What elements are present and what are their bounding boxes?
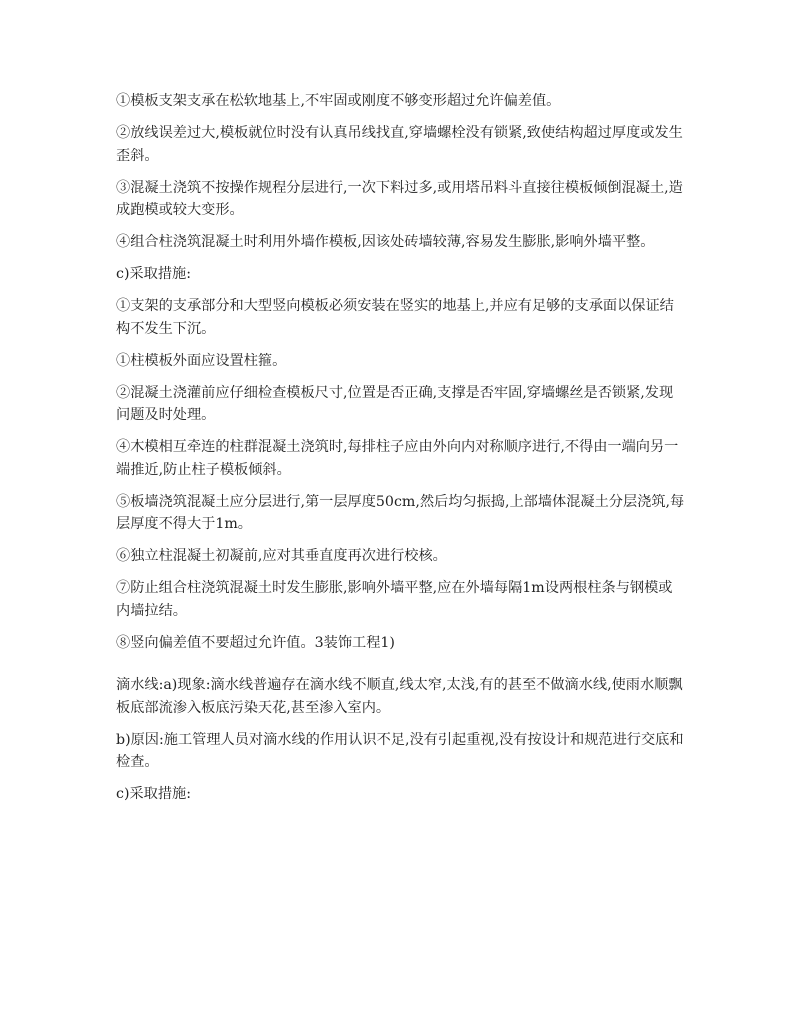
- paragraph-drip-line-cause: b)原因:施工管理人员对滴水线的作用认识不足,没有引起重视,没有按设计和规范进行交底和检查。: [116, 731, 684, 770]
- paragraph-measure-8: ⑧竖向偏差值不要超过允许值。3装饰工程1): [116, 634, 395, 651]
- paragraph-cause-3: ③混凝土浇筑不按操作规程分层进行,一次下料过多,或用塔吊料斗直接往模板倾倒混凝土,造成跑模或较大变形。: [116, 179, 683, 218]
- paragraph-measure-1: ①支架的支承部分和大型竖向模板必须安装在竖实的地基上,并应有足够的支承面以保证结构不发生下沉。: [116, 298, 674, 337]
- paragraph-cause-2: ②放线误差过大,模板就位时没有认真吊线找直,穿墙螺栓没有锁紧,致使结构超过厚度或发生歪斜。: [116, 125, 683, 164]
- paragraph-measure-7: ⑦防止组合柱浇筑混凝土时发生膨胀,影响外墙平整,应在外墙每隔1m设两根柱条与钢模或内墙拉结。: [116, 580, 673, 619]
- paragraph-measure-2: ①柱模板外面应设置柱箍。: [116, 352, 287, 369]
- section-heading-measures: c)采取措施:: [116, 266, 192, 282]
- paragraph-measure-5: ⑤板墙浇筑混凝土应分层进行,第一层厚度50cm,然后均匀振捣,上部墙体混凝土分层浇筑,每层厚度不得大于1m。: [116, 493, 685, 532]
- section-heading-measures-2: c)采取措施:: [116, 786, 192, 802]
- paragraph-measure-4: ④木模相互牵连的柱群混凝土浇筑时,每排柱子应由外向内对称顺序进行,不得由一端向另一端推近,防止柱子模板倾斜。: [116, 439, 679, 478]
- paragraph-measure-6: ⑥独立柱混凝土初凝前,应对其垂直度再次进行校核。: [116, 548, 447, 564]
- paragraph-cause-4: ④组合柱浇筑混凝土时利用外墙作模板,因该处砖墙较薄,容易发生膨胀,影响外墙平整。: [116, 234, 655, 250]
- document-body: [116, 90, 686, 815]
- paragraph-measure-3: ②混凝土浇灌前应仔细检查模板尺寸,位置是否正确,支撑是否牢固,穿墙螺丝是否锁紧,发现问题及时处理。: [116, 384, 674, 423]
- paragraph-cause-1: ①模板支架支承在松软地基上,不牢固或刚度不够变形超过允许偏差值。: [116, 93, 561, 109]
- paragraph-drip-line-phenomenon: 滴水线:a)现象:滴水线普遍存在滴水线不顺直,线太窄,太浅,有的甚至不做滴水线,使雨水顺飘板底部流渗入板底污染天花,甚至渗入室内。: [116, 677, 683, 716]
